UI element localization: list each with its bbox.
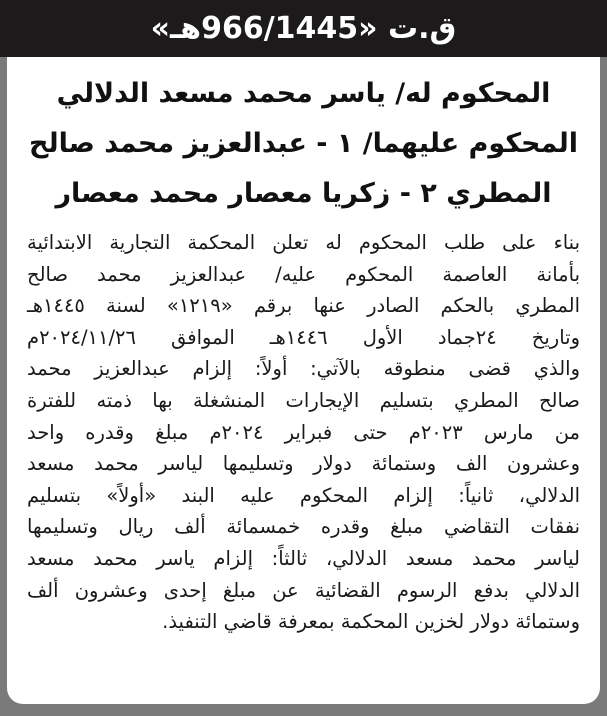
notice-body-paragraph [25,227,582,638]
body-line: المطري بالحكم الصادر عنها برقم «١٢١٩» لسنة ١٤٤٥هـ [27,294,580,318]
body-line: والذي قضى منطوقه بالآتي: أولاً: إلزام عبدالعزيز محمد [27,357,580,381]
body-line: الدلالي بدفع الرسوم القضائية عن مبلغ إحدى وعشرون ألف [27,578,580,602]
body-line: من مارس ٢٠٢٣م حتى فبراير ٢٠٢٤م مبلغ وقدره واحد [27,420,580,444]
body-line: لياسر محمد مسعد الدلالي، ثالثاً: إلزام ياسر محمد مسعد [27,546,580,570]
plaintiff-line: المحكوم له/ ياسر محمد مسعد الدلالي [56,78,551,109]
body-line: بناء على طلب المحكوم له تعلن المحكمة التجارية الابتدائية [27,231,580,254]
case-number-title: ق.ت «966/1445هـ» [150,11,457,46]
body-line: وتاريخ ٢٤جماد الأول ١٤٤٦هـ الموافق ٢٠٢٤/١١/٢٦م [27,325,580,349]
defendants-line-1: المحكوم عليهما/ ١ - عبدالعزيز محمد صالح [28,128,578,159]
defendants-line-2: المطري ٢ - زكريا معصار محمد معصار [55,178,552,209]
parties-headline [25,69,582,219]
body-line: وعشرون الف وستمائة دولار وتسليمها لياسر محمد مسعد [27,452,580,476]
body-line: بأمانة العاصمة المحكوم عليه/ عبدالعزيز محمد صالح [27,262,580,286]
header-bar [0,0,607,57]
body-line: الدلالي، ثانياً: إلزام المحكوم عليه البند «أولاً» بتسليم [27,483,580,507]
body-line: نفقات التقاضي مبلغ وقدره خمسمائة ألف ريال وتسليمها [27,515,580,539]
notice-content-panel [7,57,600,704]
body-line-last: وستمائة دولار لخزين المحكمة بمعرفة قاضي التنفيذ. [162,610,580,634]
body-line: صالح المطري بتسليم الإيجارات المنشغلة بها ذمته للفترة [27,388,580,412]
